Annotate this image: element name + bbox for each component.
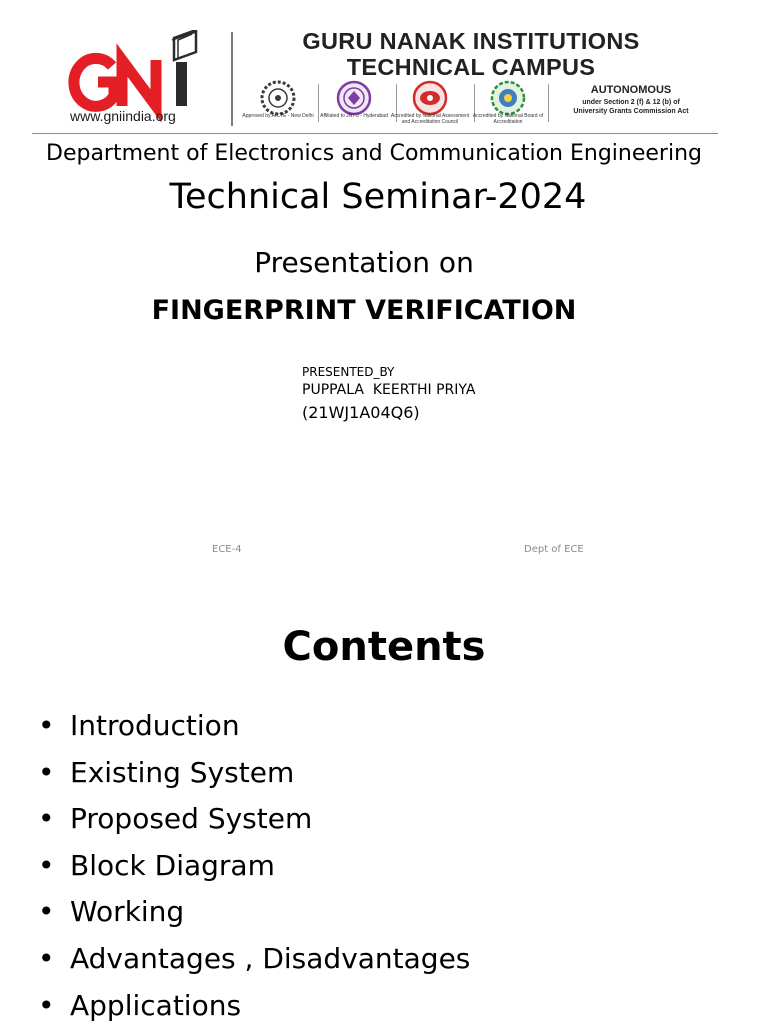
contents-list (38, 703, 470, 1029)
list-item-label: Advantages , Disadvantages (70, 941, 471, 975)
autonomous-subtitle (556, 98, 706, 116)
presentation-on-label: Presentation on (254, 246, 474, 279)
bullet-icon: • (38, 988, 55, 1022)
seminar-title: Technical Seminar-2024 (169, 177, 587, 217)
bullet-icon: • (38, 802, 55, 836)
banner-rule (32, 133, 718, 134)
bullet-icon: • (38, 848, 55, 882)
seal-divider (548, 84, 549, 122)
list-item (38, 936, 470, 983)
bullet-icon: • (38, 895, 55, 929)
naac-caption: Accredited by National Assessment and Accreditation Council (390, 113, 470, 125)
list-item (38, 796, 470, 843)
list-item-label: Applications (70, 988, 242, 1022)
slide-footer-right: Dept of ECE (524, 544, 584, 555)
list-item-label: Introduction (70, 709, 240, 742)
list-item (38, 750, 470, 797)
presentation-topic: FINGERPRINT VERIFICATION (151, 295, 577, 326)
bullet-icon: • (38, 755, 55, 789)
bullet-icon: • (38, 709, 55, 742)
slide-footer-left: ECE-4 (212, 544, 242, 555)
jntu-caption: Affiliated to JNTU - Hyderabad (320, 113, 388, 119)
presented-by-label: PRESENTED_BY (302, 365, 395, 379)
institution-name (238, 28, 704, 80)
institution-name-line2: TECHNICAL CAMPUS (346, 54, 596, 80)
autonomous-title: AUTONOMOUS (590, 84, 672, 96)
aicte-caption: Approved by AICTE - New Delhi (242, 113, 314, 119)
banner-divider (231, 32, 233, 126)
website-url: www.gniindia.org (70, 108, 176, 124)
list-item (38, 889, 470, 936)
list-item (38, 983, 470, 1029)
list-item (38, 843, 470, 890)
bullet-icon: • (38, 941, 55, 975)
autonomous-line2: University Grants Commission Act (573, 108, 689, 115)
nba-caption: Accredited by National Board of Accreditation (472, 113, 544, 125)
presenter-name: PUPPALA KEERTHI PRIYA (302, 382, 476, 398)
contents-title: Contents (282, 624, 486, 670)
list-item (38, 703, 470, 750)
list-item-label: Existing System (70, 755, 295, 789)
list-item-label: Proposed System (70, 802, 313, 836)
department-name: Department of Electronics and Communication Engineering (46, 141, 702, 166)
roll-number: (21WJ1A04Q6) (302, 403, 420, 422)
autonomous-line1: under Section 2 (f) & 12 (b) of (582, 99, 680, 106)
list-item-label: Working (70, 895, 185, 929)
institution-name-line1: GURU NANAK INSTITUTIONS (302, 28, 640, 54)
list-item-label: Block Diagram (70, 848, 275, 882)
